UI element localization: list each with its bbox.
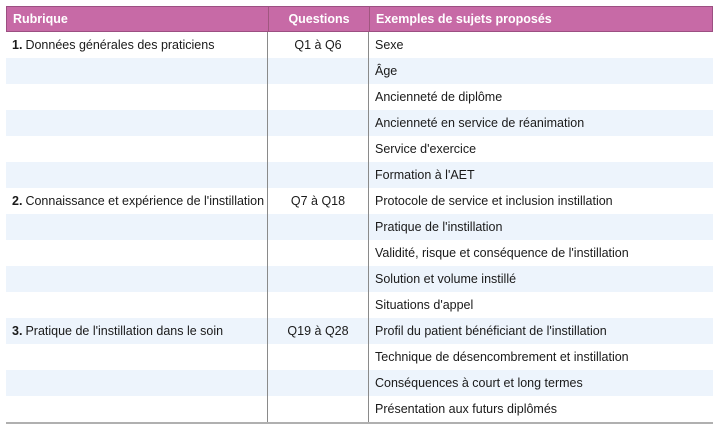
table-row (6, 266, 713, 292)
table-row (6, 84, 713, 110)
cell-rubrique (6, 370, 267, 396)
cell-rubrique (6, 110, 267, 136)
cell-questions (267, 136, 368, 162)
cell-sujet: Ancienneté en service de réanimation (368, 110, 713, 136)
table-body (6, 32, 713, 422)
rubrique-number: 1. (12, 38, 23, 52)
cell-rubrique (6, 344, 267, 370)
table-row (6, 370, 713, 396)
cell-questions (267, 162, 368, 188)
table-row (6, 240, 713, 266)
survey-table (6, 6, 713, 424)
cell-sujet: Ancienneté de diplôme (368, 84, 713, 110)
cell-sujet: Pratique de l'instillation (368, 214, 713, 240)
table-bottom-border (6, 422, 713, 424)
cell-questions (267, 58, 368, 84)
cell-rubrique (6, 240, 267, 266)
cell-sujet: Sexe (368, 32, 713, 58)
cell-questions (267, 344, 368, 370)
table-row (6, 188, 713, 214)
cell-questions: Q7 à Q18 (267, 188, 368, 214)
table-row (6, 162, 713, 188)
cell-rubrique (6, 136, 267, 162)
table-row (6, 214, 713, 240)
table-row (6, 292, 713, 318)
table-row (6, 344, 713, 370)
cell-questions (267, 266, 368, 292)
cell-rubrique (6, 292, 267, 318)
header-sujets: Exemples de sujets proposés (369, 7, 712, 31)
table-row (6, 110, 713, 136)
cell-rubrique (6, 84, 267, 110)
cell-questions (267, 292, 368, 318)
header-rubrique: Rubrique (13, 12, 68, 26)
cell-rubrique (6, 266, 267, 292)
table-row (6, 32, 713, 58)
cell-questions: Q1 à Q6 (267, 32, 368, 58)
cell-sujet: Âge (368, 58, 713, 84)
cell-rubrique (6, 396, 267, 422)
cell-rubrique (6, 162, 267, 188)
table-header (6, 6, 713, 32)
table-row (6, 396, 713, 422)
cell-questions (267, 110, 368, 136)
cell-sujet: Présentation aux futurs diplômés (368, 396, 713, 422)
cell-rubrique (6, 188, 267, 214)
cell-sujet: Protocole de service et inclusion instillation (368, 188, 713, 214)
cell-sujet: Solution et volume instillé (368, 266, 713, 292)
rubrique-number: 3. (12, 324, 23, 338)
cell-rubrique (6, 318, 267, 344)
cell-rubrique (6, 214, 267, 240)
rubrique-label: Connaissance et expérience de l'instillation (25, 194, 265, 208)
table-row (6, 58, 713, 84)
rubrique-label: Données générales des praticiens (25, 38, 215, 52)
cell-sujet: Technique de désencombrement et instillation (368, 344, 713, 370)
cell-questions: Q19 à Q28 (267, 318, 368, 344)
cell-rubrique (6, 58, 267, 84)
cell-questions (267, 84, 368, 110)
cell-sujet: Service d'exercice (368, 136, 713, 162)
rubrique-number: 2. (12, 194, 23, 208)
cell-sujet: Profil du patient bénéficiant de l'instillation (368, 318, 713, 344)
rubrique-label: Pratique de l'instillation dans le soin (25, 324, 224, 338)
cell-questions (267, 370, 368, 396)
cell-sujet: Situations d'appel (368, 292, 713, 318)
header-questions: Questions (268, 7, 369, 31)
cell-rubrique (6, 32, 267, 58)
cell-sujet: Validité, risque et conséquence de l'instillation (368, 240, 713, 266)
cell-questions (267, 214, 368, 240)
cell-questions (267, 396, 368, 422)
table-row (6, 136, 713, 162)
cell-sujet: Formation à l'AET (368, 162, 713, 188)
cell-questions (267, 240, 368, 266)
table-row (6, 318, 713, 344)
cell-sujet: Conséquences à court et long termes (368, 370, 713, 396)
